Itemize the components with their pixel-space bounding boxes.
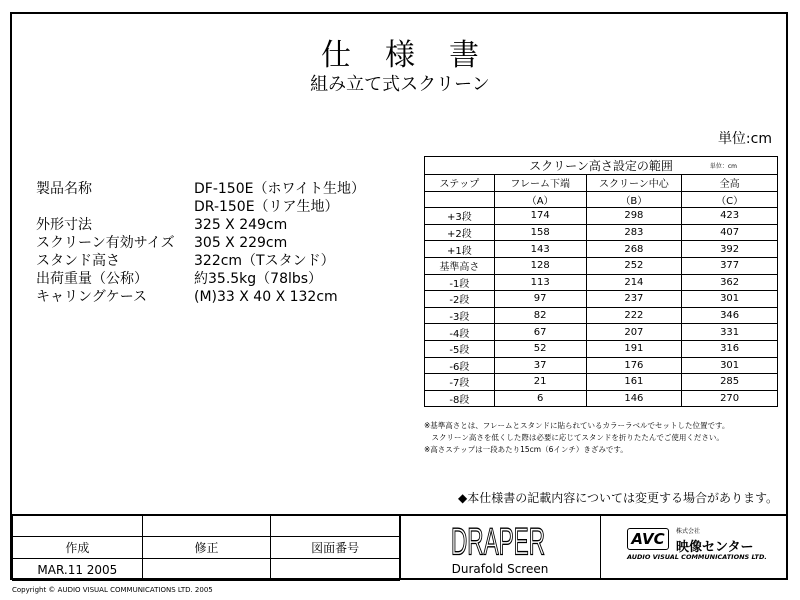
company-type: 株式会社 [676, 528, 701, 535]
table-cell: -1段 [425, 274, 495, 291]
table-cell: 285 [682, 374, 778, 391]
table-cell: 270 [682, 390, 778, 407]
footer-cell [271, 515, 400, 537]
spec-value: 322cm（Tスタンド） [194, 253, 335, 269]
copyright: Copyright © AUDIO VISUAL COMMUNICATIONS LTD. 2005 [12, 586, 213, 594]
table-subheader-row [425, 191, 778, 208]
column-subheader: （C） [682, 191, 778, 208]
column-header: フレーム下端 [494, 175, 586, 192]
table-cell: 143 [494, 241, 586, 258]
note-line: ※高さステップは一段あたり15cm（6インチ）きざみです。 [424, 445, 628, 454]
doc-title: 仕様書 [321, 38, 513, 73]
table-cell: 97 [494, 291, 586, 308]
spec-value: 325 X 249cm [194, 217, 288, 233]
footer-label-zumen: 図面番号 [271, 537, 400, 559]
footer-divider-right [600, 514, 601, 580]
column-header: 全高 [682, 175, 778, 192]
table-cell: -4段 [425, 324, 495, 341]
table-row [425, 324, 778, 341]
table-row [425, 374, 778, 391]
spec-row [36, 198, 365, 216]
table-cell: 6 [494, 390, 586, 407]
table-cell: 128 [494, 257, 586, 274]
table-cell: 176 [586, 357, 682, 374]
table-cell: 316 [682, 340, 778, 357]
spec-value: 305 X 229cm [194, 235, 288, 251]
company-name-en: AUDIO VISUAL COMMUNICATIONS LTD. [627, 553, 767, 561]
column-header: スクリーン中心 [586, 175, 682, 192]
footer-title-block [12, 514, 400, 581]
change-notice: ◆本仕様書の記載内容については変更する場合があります。 [457, 491, 778, 505]
table-cell: 268 [586, 241, 682, 258]
table-caption-unit: 単位：cm [709, 163, 737, 170]
spec-value: DR-150E（リア生地） [194, 199, 339, 215]
footer-label-sakusei: 作成 [13, 537, 143, 559]
spec-label [36, 198, 194, 216]
table-cell: 52 [494, 340, 586, 357]
table-header-row [425, 175, 778, 192]
table-cell: 82 [494, 307, 586, 324]
spec-value: DF-150E（ホワイト生地） [194, 181, 366, 197]
column-subheader: （B） [586, 191, 682, 208]
table-cell: 21 [494, 374, 586, 391]
table-cell: 222 [586, 307, 682, 324]
note-line: スクリーン高さを低くした際は必要に応じてスタンドを折りたたんでご使用ください。 [424, 433, 724, 442]
height-table [424, 156, 778, 407]
table-cell: 377 [682, 257, 778, 274]
footer-cell [271, 559, 400, 581]
table-cell: -3段 [425, 307, 495, 324]
product-name: Durafold Screen [451, 562, 549, 576]
unit-label: 単位:cm [717, 131, 772, 147]
table-cell: 基準高さ [425, 257, 495, 274]
table-row [425, 208, 778, 225]
footer-cell [142, 515, 271, 537]
table-cell: 237 [586, 291, 682, 308]
table-row [425, 390, 778, 407]
note-line: ※基準高さとは、フレームとスタンドに貼られているカラーラベルでセットした位置です。 [424, 421, 730, 430]
table-cell: 283 [586, 224, 682, 241]
table-cell: 214 [586, 274, 682, 291]
table-cell: 191 [586, 340, 682, 357]
table-cell: -2段 [425, 291, 495, 308]
table-cell: 423 [682, 208, 778, 225]
spec-label: 製品名称 [36, 181, 92, 197]
footer-label-shusei: 修正 [142, 537, 271, 559]
company-name: 映像センター [676, 540, 754, 555]
doc-subtitle: 組み立て式スクリーン [310, 74, 490, 95]
table-cell: 331 [682, 324, 778, 341]
column-subheader: （A） [494, 191, 586, 208]
table-cell: 158 [494, 224, 586, 241]
table-cell: 301 [682, 357, 778, 374]
column-header: ステップ [425, 175, 495, 192]
table-cell: -7段 [425, 374, 495, 391]
table-cell: 161 [586, 374, 682, 391]
table-row [425, 307, 778, 324]
table-cell: 37 [494, 357, 586, 374]
draper-logo [448, 520, 548, 563]
spec-list [36, 180, 365, 306]
table-row [425, 291, 778, 308]
spec-label: キャリングケース [36, 289, 148, 305]
table-row [425, 241, 778, 258]
spec-row [36, 180, 365, 198]
footer-row [13, 515, 400, 537]
table-row [425, 357, 778, 374]
table-cell: 67 [494, 324, 586, 341]
table-cell: 392 [682, 241, 778, 258]
table-cell: -6段 [425, 357, 495, 374]
table-cell: +2段 [425, 224, 495, 241]
table-cell: +3段 [425, 208, 495, 225]
spec-label: スクリーン有効サイズ [36, 235, 175, 251]
table-row [425, 224, 778, 241]
spec-row [36, 252, 365, 270]
table-row [425, 274, 778, 291]
table-row [425, 257, 778, 274]
draper-logo-text: DRAPER [451, 520, 545, 563]
table-notes [424, 420, 729, 456]
spec-value: 約35.5kg（78lbs） [194, 271, 323, 287]
spec-value: (M)33 X 40 X 132cm [194, 289, 338, 305]
table-cell: 113 [494, 274, 586, 291]
table-cell: +1段 [425, 241, 495, 258]
table-cell: 407 [682, 224, 778, 241]
spec-row [36, 234, 365, 252]
table-caption-row [425, 157, 778, 175]
footer-cell [13, 515, 143, 537]
table-cell: -8段 [425, 390, 495, 407]
table-caption [425, 157, 778, 175]
table-cell: 298 [586, 208, 682, 225]
table-cell: 362 [682, 274, 778, 291]
spec-label: 出荷重量（公称） [36, 271, 148, 287]
footer-row [13, 559, 400, 581]
table-cell: 174 [494, 208, 586, 225]
footer-cell [142, 559, 271, 581]
spec-label: 外形寸法 [36, 217, 92, 233]
avc-logo: AVC [627, 528, 669, 550]
table-cell: 301 [682, 291, 778, 308]
table-cell: 252 [586, 257, 682, 274]
table-cell: 207 [586, 324, 682, 341]
footer-row [13, 537, 400, 559]
spec-row [36, 216, 365, 234]
table-row [425, 340, 778, 357]
spec-row [36, 288, 365, 306]
spec-label: スタンド高さ [36, 253, 120, 269]
footer-date: MAR.11 2005 [13, 559, 143, 581]
table-caption-text: スクリーン高さ設定の範囲 [529, 159, 673, 173]
spec-row [36, 270, 365, 288]
table-cell: -5段 [425, 340, 495, 357]
column-subheader [425, 191, 495, 208]
table-cell: 146 [586, 390, 682, 407]
table-cell: 346 [682, 307, 778, 324]
